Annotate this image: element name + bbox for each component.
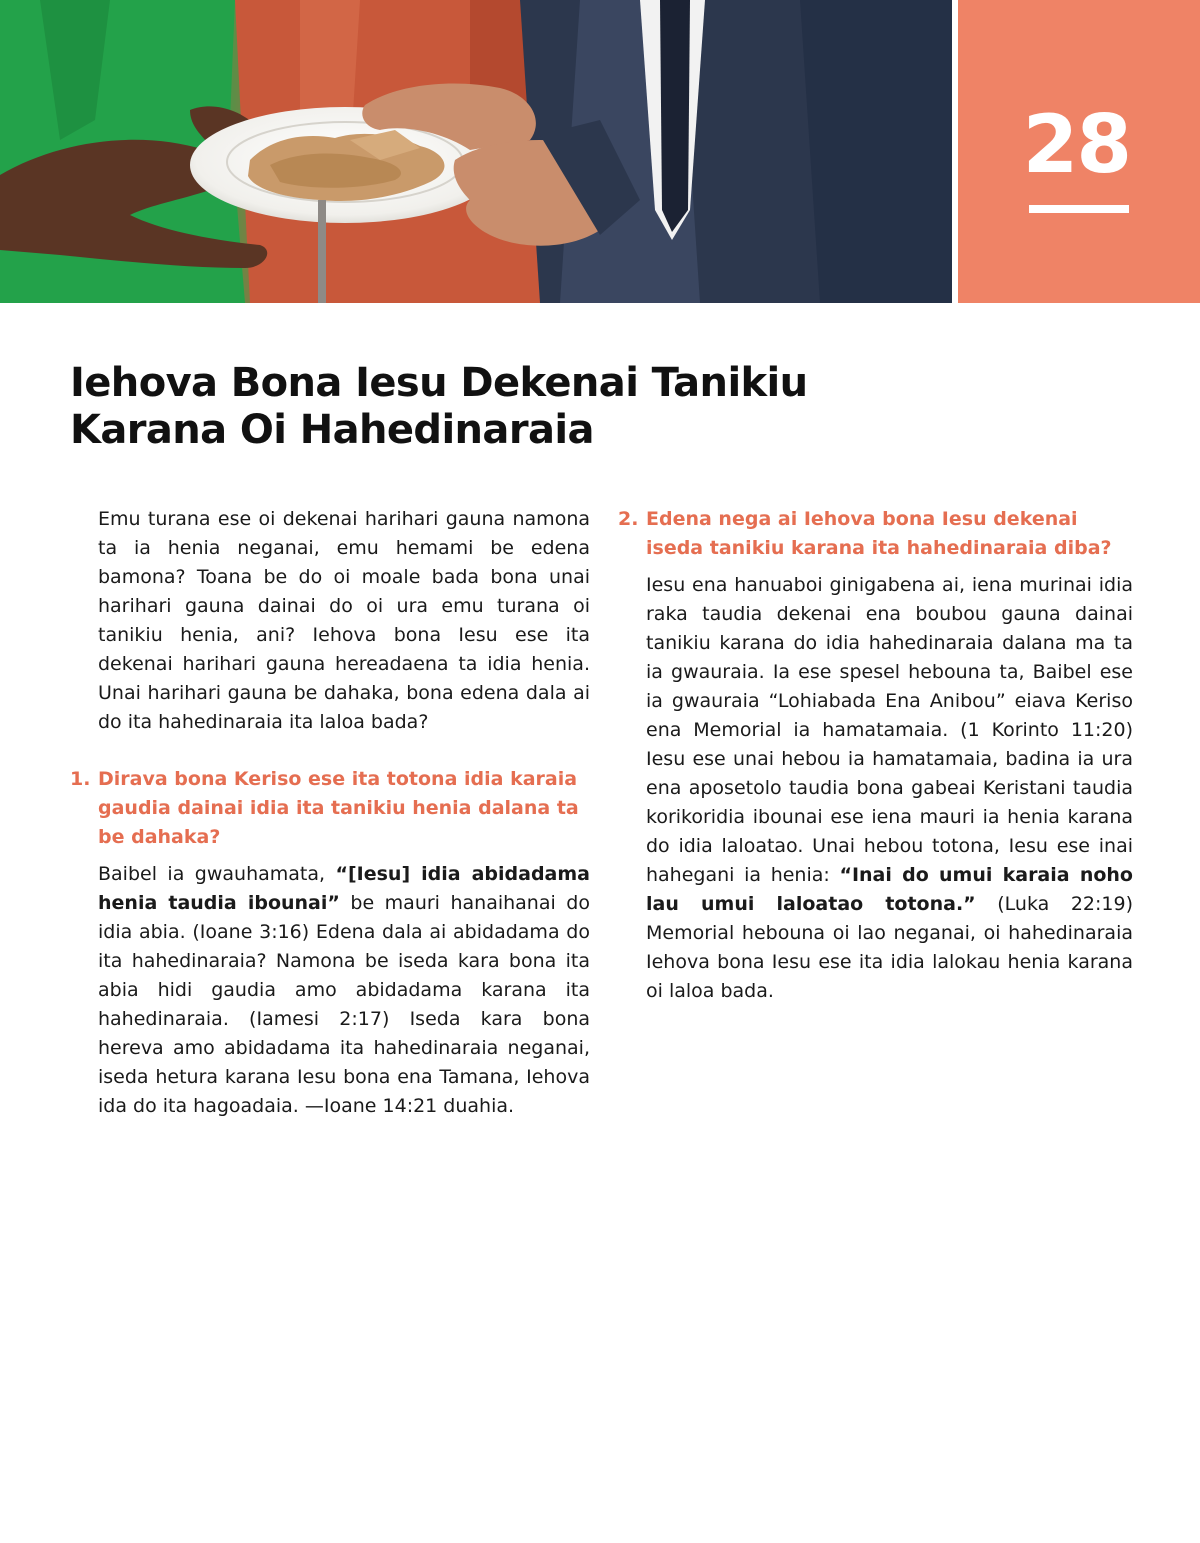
page-title (70, 360, 970, 454)
question-1-text: Dirava bona Keriso ese ita totona idia karaia gaudia dainai idia ita tanikiu henia dalana ta be dahaka? (98, 768, 579, 848)
intro-paragraph: Emu turana ese oi dekenai harihari gauna namona ta ia henia neganai, emu hemami be edena bamona? Toana be do oi moale bada bona unai harihari gauna dainai do oi ura emu turana oi tanikiu henia, ani? Iehova bona Iesu ese ita dekenai harihari gauna hereadaena ta idia henia. Unai harihari gauna be dahaka, bona edena dala ai do ita hahedinaraia ita laloa bada? (98, 508, 590, 733)
answer-1-text-end: be mauri hanaihanai do idia abia. (Ioane 3:16) Edena dala ai abidadama do ita hahedinaraia? Namona be iseda kara bona ita abia hidi gaudia amo abidadama karana ita hahedinaraia. (Iamesi 2:17) Iseda kara bona hereva amo abidadama ita hahedinaraia neganai, iseda hetura karana Iesu bona ena Tamana, Iehova ida do ita hagoadaia. —Ioane 14:21 duahia. (98, 892, 590, 1117)
question-2-number: 2. (618, 508, 639, 530)
answer-2-paragraph (646, 571, 1133, 1006)
hero-photo (0, 0, 952, 303)
question-1 (70, 765, 590, 852)
answer-2-text-start: Iesu ena hanuaboi ginigabena ai, iena murinai idia raka taudia dekenai ena boubou gauna dainai tanikiu karana do idia hahedinaraia dalana ma ta ia gwauraia. Ia ese spesel hebouna ta, Baibel ese ia gwauraia “Lohiabada Ena Anibou” eiava Keriso ena Memorial ia hamatamaia. (1 Korinto 11:20) Iesu ese unai hebou ia hamatamaia, badina ia ura ena aposetolo taudia bona gabeai Keristani taudia korikoridia ibounai ese iena mauri ia henia karana do idia laloatao. Unai hebou totona, Iesu ese inai hahegani ia henia: (646, 574, 1133, 886)
title-line-1: Iehova Bona Iesu Dekenai Tanikiu (70, 360, 808, 406)
answer-1-emphasis: “[Iesu] idia abidadama henia taudia ibounai” (98, 863, 590, 914)
question-2 (618, 505, 1133, 563)
badge-divider (1029, 205, 1129, 213)
answer-1-text-start: Baibel ia gwauhamata, (98, 863, 336, 885)
title-line-2: Karana Oi Hahedinaraia (70, 407, 594, 453)
left-column (70, 505, 590, 1121)
answer-2-emphasis: “Inai do umui karaia noho lau umui laloatao totona.” (646, 864, 1133, 915)
right-column (618, 505, 1133, 1006)
answer-2-text-end: (Luka 22:19) Memorial hebouna oi lao neganai, oi hahedinaraia Iehova bona Iesu ese ita idia lalokau henia karana oi laloa bada. (646, 893, 1133, 1002)
question-2-text: Edena nega ai Iehova bona Iesu dekenai iseda tanikiu karana ita hahedinaraia diba? (646, 508, 1112, 559)
lesson-number: 28 (1022, 98, 1130, 191)
answer-1-paragraph (98, 860, 590, 1121)
question-1-number: 1. (70, 768, 91, 790)
